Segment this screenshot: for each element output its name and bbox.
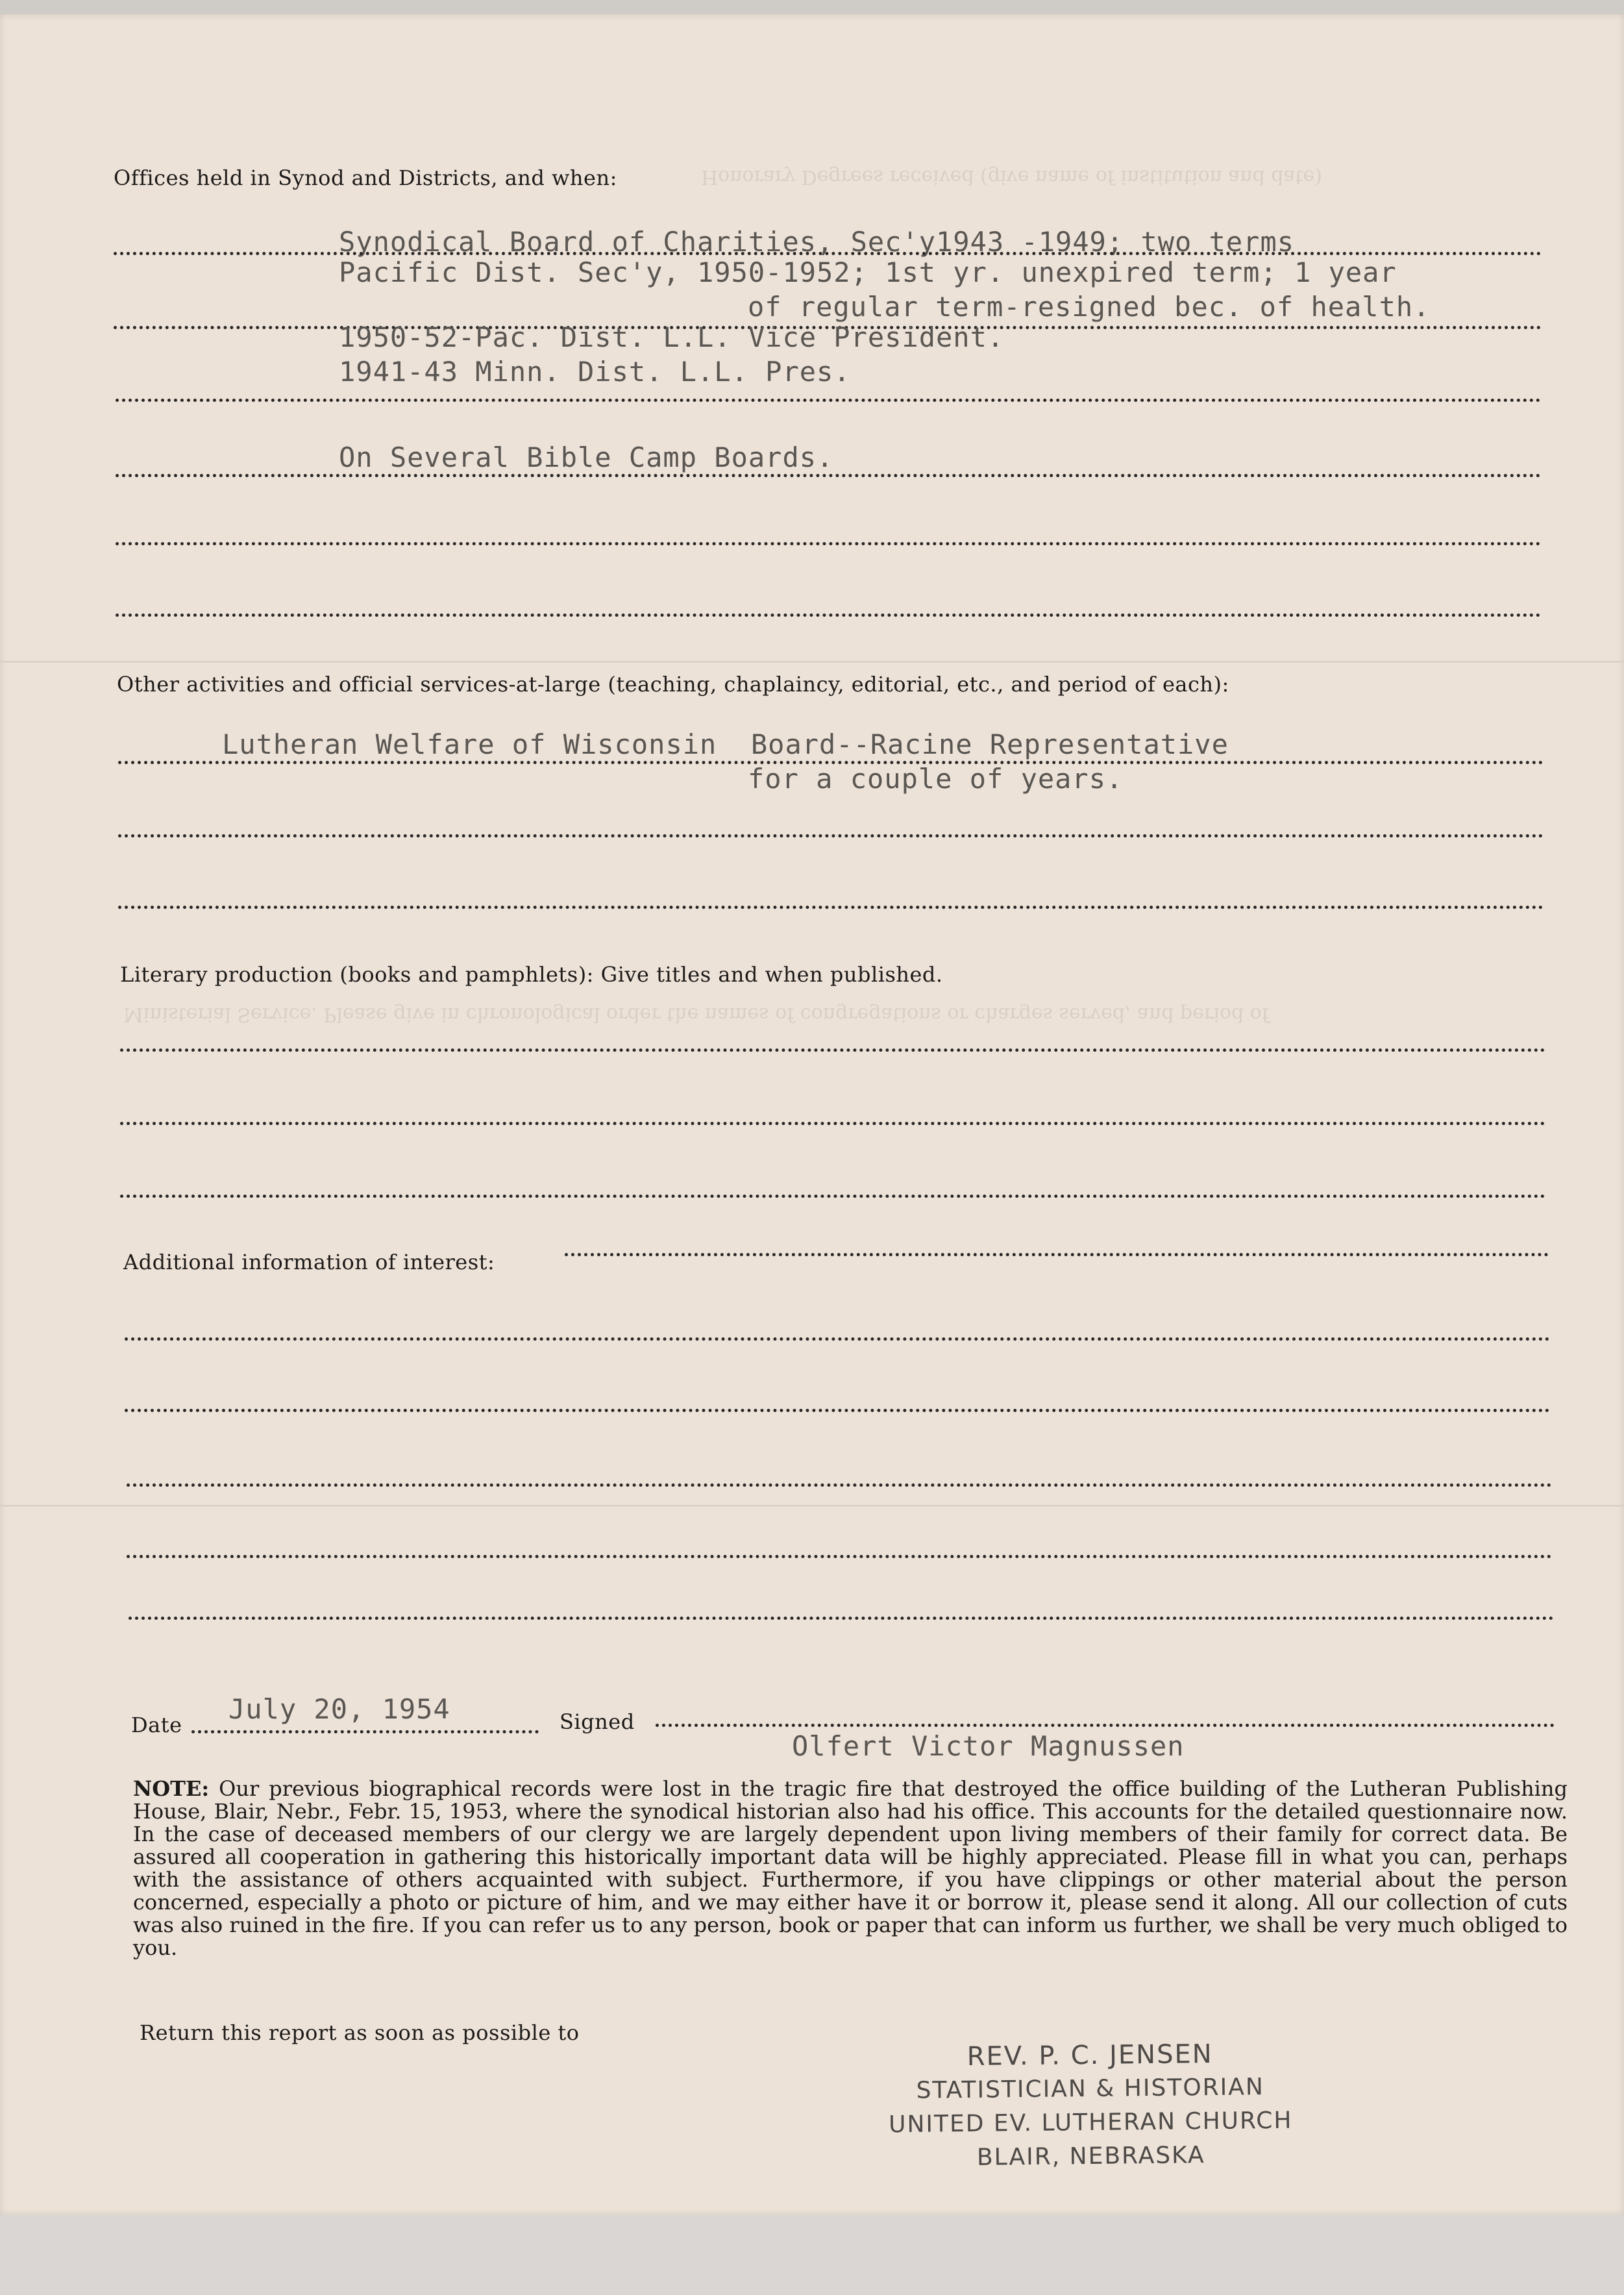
additional-label: Additional information of interest:	[123, 1250, 495, 1274]
fill-line[interactable]	[120, 1195, 1545, 1198]
stamp-line: BLAIR, NEBRASKA	[976, 2142, 1205, 2171]
activities-entry: Lutheran Welfare of Wisconsin Board--Racine Representative	[222, 728, 1229, 760]
fill-line[interactable]	[125, 1409, 1550, 1412]
offices-entry: 1950-52-Pac. Dist. L.L. Vice President.	[339, 321, 1005, 353]
note-heading: NOTE:	[133, 1776, 210, 1801]
offices-entry: Pacific Dist. Sec'y, 1950-1952; 1st yr. unexpired term; 1 year	[339, 256, 1397, 288]
offices-label: Offices held in Synod and Districts, and when:	[114, 166, 617, 190]
date-label: Date	[131, 1713, 182, 1737]
show-through-text: Honorary Degrees received (give name of institution and date)	[701, 166, 1322, 188]
signed-label: Signed	[560, 1709, 635, 1734]
fill-line[interactable]	[118, 906, 1544, 909]
date-value: July 20, 1954	[228, 1693, 450, 1725]
signature-field[interactable]	[656, 1724, 1555, 1727]
activities-label: Other activities and official services-at-large (teaching, chaplaincy, editorial, etc., and period of each):	[117, 672, 1229, 697]
date-field[interactable]	[191, 1730, 539, 1733]
show-through-text: Ministerial Service. Please give in chronological order the names of congregations or charges served, and period of	[123, 1003, 1269, 1026]
fill-line[interactable]	[565, 1253, 1549, 1256]
fill-line[interactable]	[114, 252, 1542, 255]
fill-line[interactable]	[118, 834, 1544, 837]
literary-label: Literary production (books and pamphlets): Give titles and when published.	[120, 962, 943, 987]
scanner-background	[0, 2215, 1624, 2295]
return-address-stamp	[843, 2036, 1338, 2176]
offices-entry: On Several Bible Camp Boards.	[339, 441, 834, 473]
fill-line[interactable]	[120, 1122, 1545, 1125]
activities-entry: for a couple of years.	[748, 763, 1124, 795]
note-text: Our previous biographical records were lost in the tragic fire that destroyed the office building of the Lutheran Publishing House, Blair, Nebr., Febr. 15, 1953, where the synodical historian also had his office. This accounts for the detailed questionnaire now. In the case of deceased members of our clergy we are largely dependent upon living members of their family for correct data. Be assured all cooperation in gathering this historically important data will be highly appreciated. Please fill in what you can, perhaps with the assistance of others acquainted with subject. Furthermore, if you have clippings or other material about the person concerned, especially a photo or picture of him, and we may either have it or borrow it, please send it along. All our collection of cuts was also ruined in the fire. If you can refer us to any person, book or paper that can inform us further, we shall be very much obliged to you.	[133, 1776, 1568, 1960]
stamp-line: UNITED EV. LUTHERAN CHURCH	[888, 2107, 1293, 2139]
fill-line[interactable]	[129, 1617, 1554, 1620]
paper-fold	[0, 1505, 1624, 1507]
stamp-line: STATISTICIAN & HISTORIAN	[916, 2074, 1265, 2104]
fill-line[interactable]	[116, 399, 1541, 402]
offices-entry: Synodical Board of Charities, Sec'y1943 -1949; two terms	[339, 226, 1295, 258]
fill-line[interactable]	[116, 474, 1541, 477]
note-paragraph	[133, 1778, 1568, 1959]
fill-line[interactable]	[120, 1048, 1545, 1052]
fill-line[interactable]	[127, 1555, 1552, 1558]
fill-line[interactable]	[116, 542, 1541, 545]
return-label: Return this report as soon as possible to	[140, 2020, 580, 2045]
paper-fold	[0, 661, 1624, 663]
stamp-line: REV. P. C. JENSEN	[966, 2039, 1213, 2072]
fill-line[interactable]	[125, 1337, 1550, 1341]
fill-line[interactable]	[116, 614, 1541, 617]
offices-entry: of regular term-resigned bec. of health.	[748, 291, 1431, 323]
offices-entry: 1941-43 Minn. Dist. L.L. Pres.	[339, 356, 851, 388]
signed-name: Olfert Victor Magnussen	[792, 1730, 1185, 1762]
fill-line[interactable]	[127, 1483, 1552, 1487]
